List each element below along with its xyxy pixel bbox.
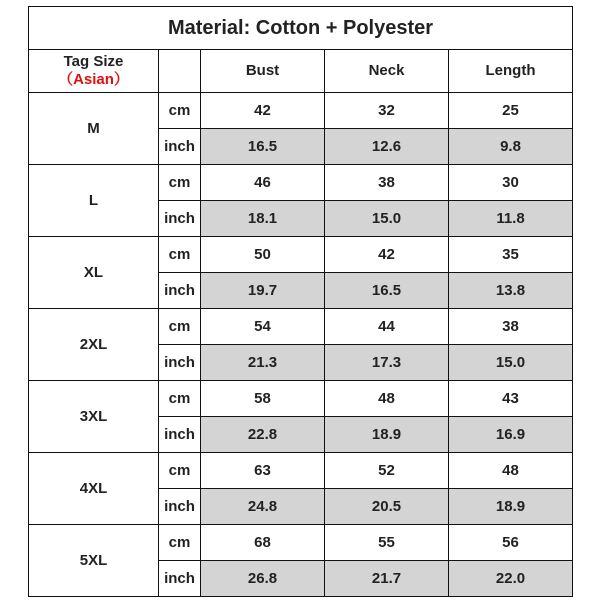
unit-inch-label: inch <box>159 561 201 597</box>
inch-value-neck: 18.9 <box>325 417 449 453</box>
header-row <box>29 50 573 93</box>
inch-value-neck: 15.0 <box>325 201 449 237</box>
unit-inch-label: inch <box>159 417 201 453</box>
cm-value-length: 48 <box>449 453 573 489</box>
cm-value-neck: 55 <box>325 525 449 561</box>
inch-value-bust: 18.1 <box>201 201 325 237</box>
unit-header <box>159 50 201 93</box>
unit-cm-label: cm <box>159 93 201 129</box>
size-label: L <box>29 165 159 237</box>
table-row <box>29 309 573 345</box>
column-header-bust: Bust <box>201 50 325 93</box>
inch-value-length: 9.8 <box>449 129 573 165</box>
table-row <box>29 381 573 417</box>
inch-value-neck: 21.7 <box>325 561 449 597</box>
unit-cm-label: cm <box>159 453 201 489</box>
cm-value-neck: 42 <box>325 237 449 273</box>
unit-inch-label: inch <box>159 345 201 381</box>
column-header-length: Length <box>449 50 573 93</box>
cm-value-neck: 44 <box>325 309 449 345</box>
table-row <box>29 237 573 273</box>
unit-cm-label: cm <box>159 165 201 201</box>
inch-value-bust: 22.8 <box>201 417 325 453</box>
cm-value-bust: 68 <box>201 525 325 561</box>
column-header-neck: Neck <box>325 50 449 93</box>
cm-value-bust: 54 <box>201 309 325 345</box>
cm-value-length: 25 <box>449 93 573 129</box>
cm-value-neck: 32 <box>325 93 449 129</box>
cm-value-neck: 48 <box>325 381 449 417</box>
inch-value-length: 16.9 <box>449 417 573 453</box>
table-row <box>29 453 573 489</box>
size-label: 5XL <box>29 525 159 597</box>
inch-value-length: 11.8 <box>449 201 573 237</box>
unit-cm-label: cm <box>159 237 201 273</box>
size-table <box>28 6 573 597</box>
table-row <box>29 93 573 129</box>
cm-value-bust: 63 <box>201 453 325 489</box>
cm-value-bust: 58 <box>201 381 325 417</box>
inch-value-length: 22.0 <box>449 561 573 597</box>
cm-value-length: 35 <box>449 237 573 273</box>
inch-value-neck: 17.3 <box>325 345 449 381</box>
inch-value-bust: 26.8 <box>201 561 325 597</box>
size-label: 3XL <box>29 381 159 453</box>
unit-cm-label: cm <box>159 525 201 561</box>
unit-inch-label: inch <box>159 273 201 309</box>
cm-value-bust: 42 <box>201 93 325 129</box>
size-label: M <box>29 93 159 165</box>
cm-value-neck: 52 <box>325 453 449 489</box>
size-label: 4XL <box>29 453 159 525</box>
table-row <box>29 525 573 561</box>
table-row <box>29 165 573 201</box>
tag-size-asian-label: （Asian） <box>58 71 129 88</box>
tag-size-label: Tag Size <box>63 53 124 70</box>
cm-value-bust: 46 <box>201 165 325 201</box>
table-title: Material: Cotton + Polyester <box>29 7 573 50</box>
unit-inch-label: inch <box>159 201 201 237</box>
size-chart <box>28 6 572 596</box>
cm-value-length: 38 <box>449 309 573 345</box>
cm-value-bust: 50 <box>201 237 325 273</box>
inch-value-neck: 16.5 <box>325 273 449 309</box>
tag-size-header <box>29 50 159 93</box>
cm-value-length: 30 <box>449 165 573 201</box>
inch-value-length: 18.9 <box>449 489 573 525</box>
inch-value-bust: 24.8 <box>201 489 325 525</box>
size-label: 2XL <box>29 309 159 381</box>
inch-value-neck: 20.5 <box>325 489 449 525</box>
inch-value-length: 15.0 <box>449 345 573 381</box>
inch-value-bust: 16.5 <box>201 129 325 165</box>
cm-value-length: 56 <box>449 525 573 561</box>
inch-value-length: 13.8 <box>449 273 573 309</box>
size-label: XL <box>29 237 159 309</box>
inch-value-bust: 19.7 <box>201 273 325 309</box>
unit-cm-label: cm <box>159 381 201 417</box>
inch-value-bust: 21.3 <box>201 345 325 381</box>
unit-inch-label: inch <box>159 129 201 165</box>
unit-cm-label: cm <box>159 309 201 345</box>
unit-inch-label: inch <box>159 489 201 525</box>
inch-value-neck: 12.6 <box>325 129 449 165</box>
cm-value-length: 43 <box>449 381 573 417</box>
cm-value-neck: 38 <box>325 165 449 201</box>
